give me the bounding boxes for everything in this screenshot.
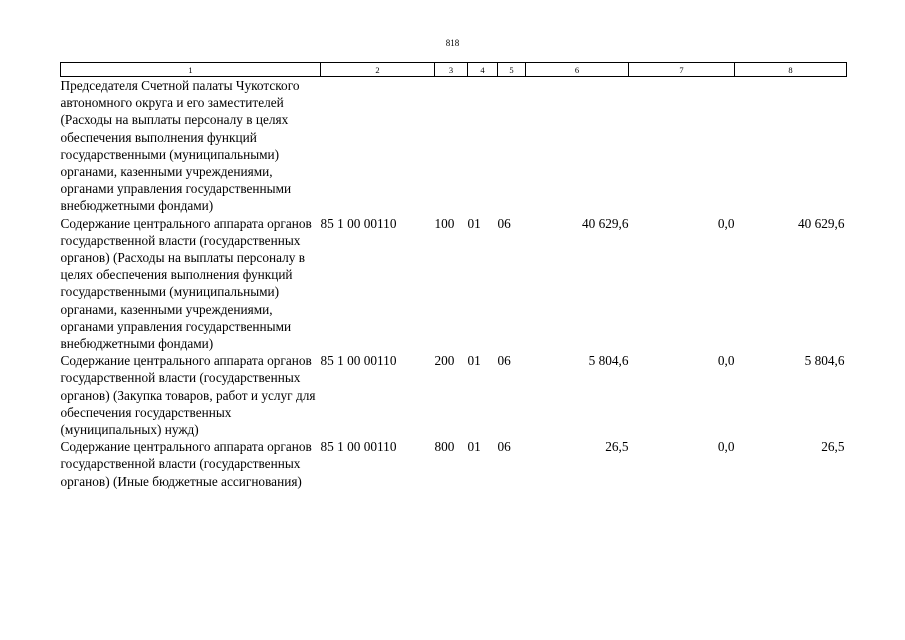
target-article-code — [321, 77, 435, 215]
target-article-code: 85 1 00 00110 — [320, 215, 397, 231]
header-row — [61, 63, 847, 77]
amount-col8: 5 804,6 — [804, 353, 845, 369]
table-body — [61, 77, 847, 490]
expense-type-code — [435, 77, 468, 215]
row-name: Содержание центрального аппарата органов государственной власти (государственных органов) (Иные бюджетные ассигнования) — [60, 439, 312, 489]
section-code: 01 — [467, 215, 481, 231]
amount-col6: 26,5 — [605, 439, 629, 455]
amount-col6 — [526, 77, 629, 215]
column-header-1: 1 — [61, 63, 321, 77]
table-row — [61, 215, 847, 353]
amount-col6: 40 629,6 — [581, 215, 629, 231]
column-header-3: 3 — [435, 63, 468, 77]
column-header-8: 8 — [735, 63, 847, 77]
subsection-code: 06 — [497, 439, 511, 455]
row-name: Содержание центрального аппарата органов государственной власти (государственных органов) (Расходы на выплаты персоналу в целях обеспечения выполнения функций государственными (муниципальными) органами, казенными учреждениями, органами управления государственными внебюджетными фондами) — [60, 215, 312, 352]
section-code: 01 — [467, 353, 481, 369]
section-code — [468, 77, 498, 215]
column-header-7: 7 — [629, 63, 735, 77]
page-number: 818 — [445, 38, 460, 48]
column-header-2: 2 — [321, 63, 435, 77]
table-header — [61, 63, 847, 77]
subsection-code: 06 — [497, 215, 511, 231]
subsection-code: 06 — [497, 353, 511, 369]
table-row — [61, 77, 847, 215]
target-article-code: 85 1 00 00110 — [320, 439, 397, 455]
amount-col7: 0,0 — [717, 353, 735, 369]
section-code: 01 — [467, 439, 481, 455]
amount-col7: 0,0 — [717, 439, 735, 455]
amount-col8: 26,5 — [821, 439, 845, 455]
expense-type-code: 100 — [434, 215, 455, 231]
target-article-code: 85 1 00 00110 — [320, 353, 397, 369]
amount-col7 — [629, 77, 735, 215]
amount-col8 — [735, 77, 847, 215]
table-row — [61, 438, 847, 490]
table-row — [61, 352, 847, 438]
column-header-4: 4 — [468, 63, 498, 77]
amount-col7: 0,0 — [717, 215, 735, 231]
column-header-6: 6 — [526, 63, 629, 77]
row-name: Председателя Счетной палаты Чукотского автономного округа и его заместителей (Расходы на выплаты персоналу в целях обеспечения выполнения функций государственными (муниципальными) органами, казенными учреждениями, органами управления государственными внебюджетными фондами) — [60, 78, 300, 214]
subsection-code — [498, 77, 526, 215]
row-name: Содержание центрального аппарата органов государственной власти (государственных органов) (Закупка товаров, работ и услуг для обеспечения государственных (муниципальных) нужд) — [60, 353, 316, 438]
expense-type-code: 200 — [434, 353, 455, 369]
amount-col8: 40 629,6 — [797, 215, 845, 231]
budget-table — [60, 62, 847, 490]
column-header-5: 5 — [498, 63, 526, 77]
amount-col6: 5 804,6 — [588, 353, 629, 369]
expense-type-code: 800 — [434, 439, 455, 455]
